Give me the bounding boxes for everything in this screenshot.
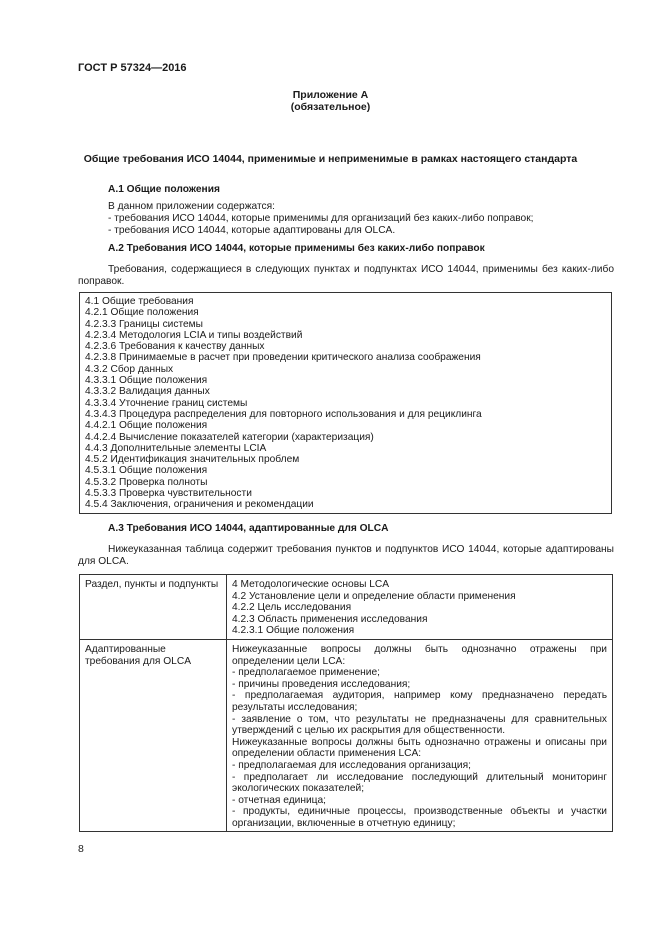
section-a1-item: - требования ИСО 14044, которые применимы для организаций без каких-либо поправок; <box>108 213 534 224</box>
main-title: Общие требования ИСО 14044, применимые и неприменимые в рамках настоящего стандарта <box>83 153 578 165</box>
clause-item: 4.2.1 Общие положения <box>85 307 199 319</box>
row1-value: 4.2.2 Цель исследования <box>232 602 352 614</box>
row2-value: - предполагаемая для исследования организация; <box>232 759 471 771</box>
section-a1-item: - требования ИСО 14044, которые адаптированы для OLCA. <box>108 225 396 236</box>
clause-item: 4.3.3.1 Общие положения <box>85 375 208 387</box>
table-row <box>80 639 613 832</box>
clause-item: 4.3.3.2 Валидация данных <box>85 386 210 398</box>
clause-item: 4.1 Общие требования <box>85 296 194 307</box>
clause-item: 4.2.3.8 Принимаемые в расчет при проведении критического анализа соображения <box>85 352 481 364</box>
row1-value: 4.2.3.1 Общие положения <box>232 625 355 637</box>
clause-item: 4.4.2.1 Общие положения <box>85 420 208 432</box>
row1-value: 4.2.3 Область применения исследования <box>232 613 428 625</box>
table-cell-values <box>227 575 613 640</box>
clause-item: 4.3.3.4 Уточнение границ системы <box>85 397 248 409</box>
clause-item: 4.4.2.4 Вычисление показателей категории (характеризация) <box>85 431 374 443</box>
row2-value: Нижеуказанные вопросы должны быть однозначно отражены и описаны при определении области применения LCA: <box>232 736 607 760</box>
table-cell-label <box>80 639 227 832</box>
clause-item: 4.3.2 Сбор данных <box>85 363 174 375</box>
row2-value: - причины проведения исследования; <box>232 678 411 690</box>
annex-heading <box>0 89 661 113</box>
section-a2-intro: Требования, содержащиеся в следующих пунктах и подпунктах ИСО 14044, применимы без каких-либо поправок. <box>78 264 614 288</box>
row1-value: 4 Методологические основы LCA <box>232 579 390 590</box>
table-cell-label <box>80 575 227 640</box>
section-a3-heading: А.3 Требования ИСО 14044, адаптированные для OLCA <box>108 523 389 534</box>
row2-value: - заявление о том, что результаты не предназначены для сравнительных утверждений с целью их раскрытия для общественности. <box>232 713 607 737</box>
page-number: 8 <box>78 843 84 855</box>
clause-item: 4.5.4 Заключения, ограничения и рекомендации <box>85 499 314 511</box>
annex-title: Приложение А <box>292 89 369 101</box>
clause-item: 4.5.2 Идентификация значительных проблем <box>85 454 300 466</box>
row1-value: 4.2 Установление цели и определение области применения <box>232 590 516 602</box>
clause-item: 4.5.3.3 Проверка чувствительности <box>85 488 252 500</box>
section-a1-heading: А.1 Общие положения <box>108 184 220 195</box>
row2-value: - предполагает ли исследование последующий длительный мониторинг экологических показателей; <box>232 771 607 795</box>
clause-item: 4.2.3.6 Требования к качеству данных <box>85 341 265 353</box>
clauses-box <box>79 292 612 514</box>
row2-label: Адаптированные требования для OLCA <box>85 643 191 667</box>
section-a3-intro: Нижеуказанная таблица содержит требования пунктов и подпунктов ИСО 14044, которые адаптированы для OLCA. <box>78 544 614 568</box>
document-header: ГОСТ Р 57324—2016 <box>78 62 187 74</box>
section-a2-heading: А.2 Требования ИСО 14044, которые применимы без каких-либо поправок <box>108 243 485 254</box>
annex-status: (обязательное) <box>290 101 371 113</box>
row1-label: Раздел, пункты и подпункты <box>85 579 219 590</box>
row2-value: - предполагаемая аудитория, например кому предназначено передать результаты исследования; <box>232 690 607 713</box>
row2-value: - предполагаемое применение; <box>232 667 380 679</box>
row2-value: - продукты, единичные процессы, производственные объекты и участки организации, включенные в отчетную единицу; <box>232 806 607 829</box>
row2-value: - отчетная единица; <box>232 794 326 806</box>
clause-item: 4.5.3.1 Общие положения <box>85 465 208 477</box>
clause-item: 4.2.3.3 Границы системы <box>85 318 203 330</box>
clause-item: 4.2.3.4 Методология LCIA и типы воздействий <box>85 329 303 341</box>
table-row <box>80 575 613 640</box>
adapted-requirements-table <box>79 574 613 832</box>
row2-value: Нижеуказанные вопросы должны быть однозначно отражены при определении цели LCA: <box>232 643 607 667</box>
clause-item: 4.3.4.3 Процедура распределения для повторного использования и для рециклинга <box>85 408 482 420</box>
clause-item: 4.5.3.2 Проверка полноты <box>85 476 208 488</box>
clause-item: 4.4.3 Дополнительные элементы LCIA <box>85 442 267 454</box>
table-cell-values <box>227 639 613 832</box>
section-a1-intro: В данном приложении содержатся: <box>108 201 275 212</box>
